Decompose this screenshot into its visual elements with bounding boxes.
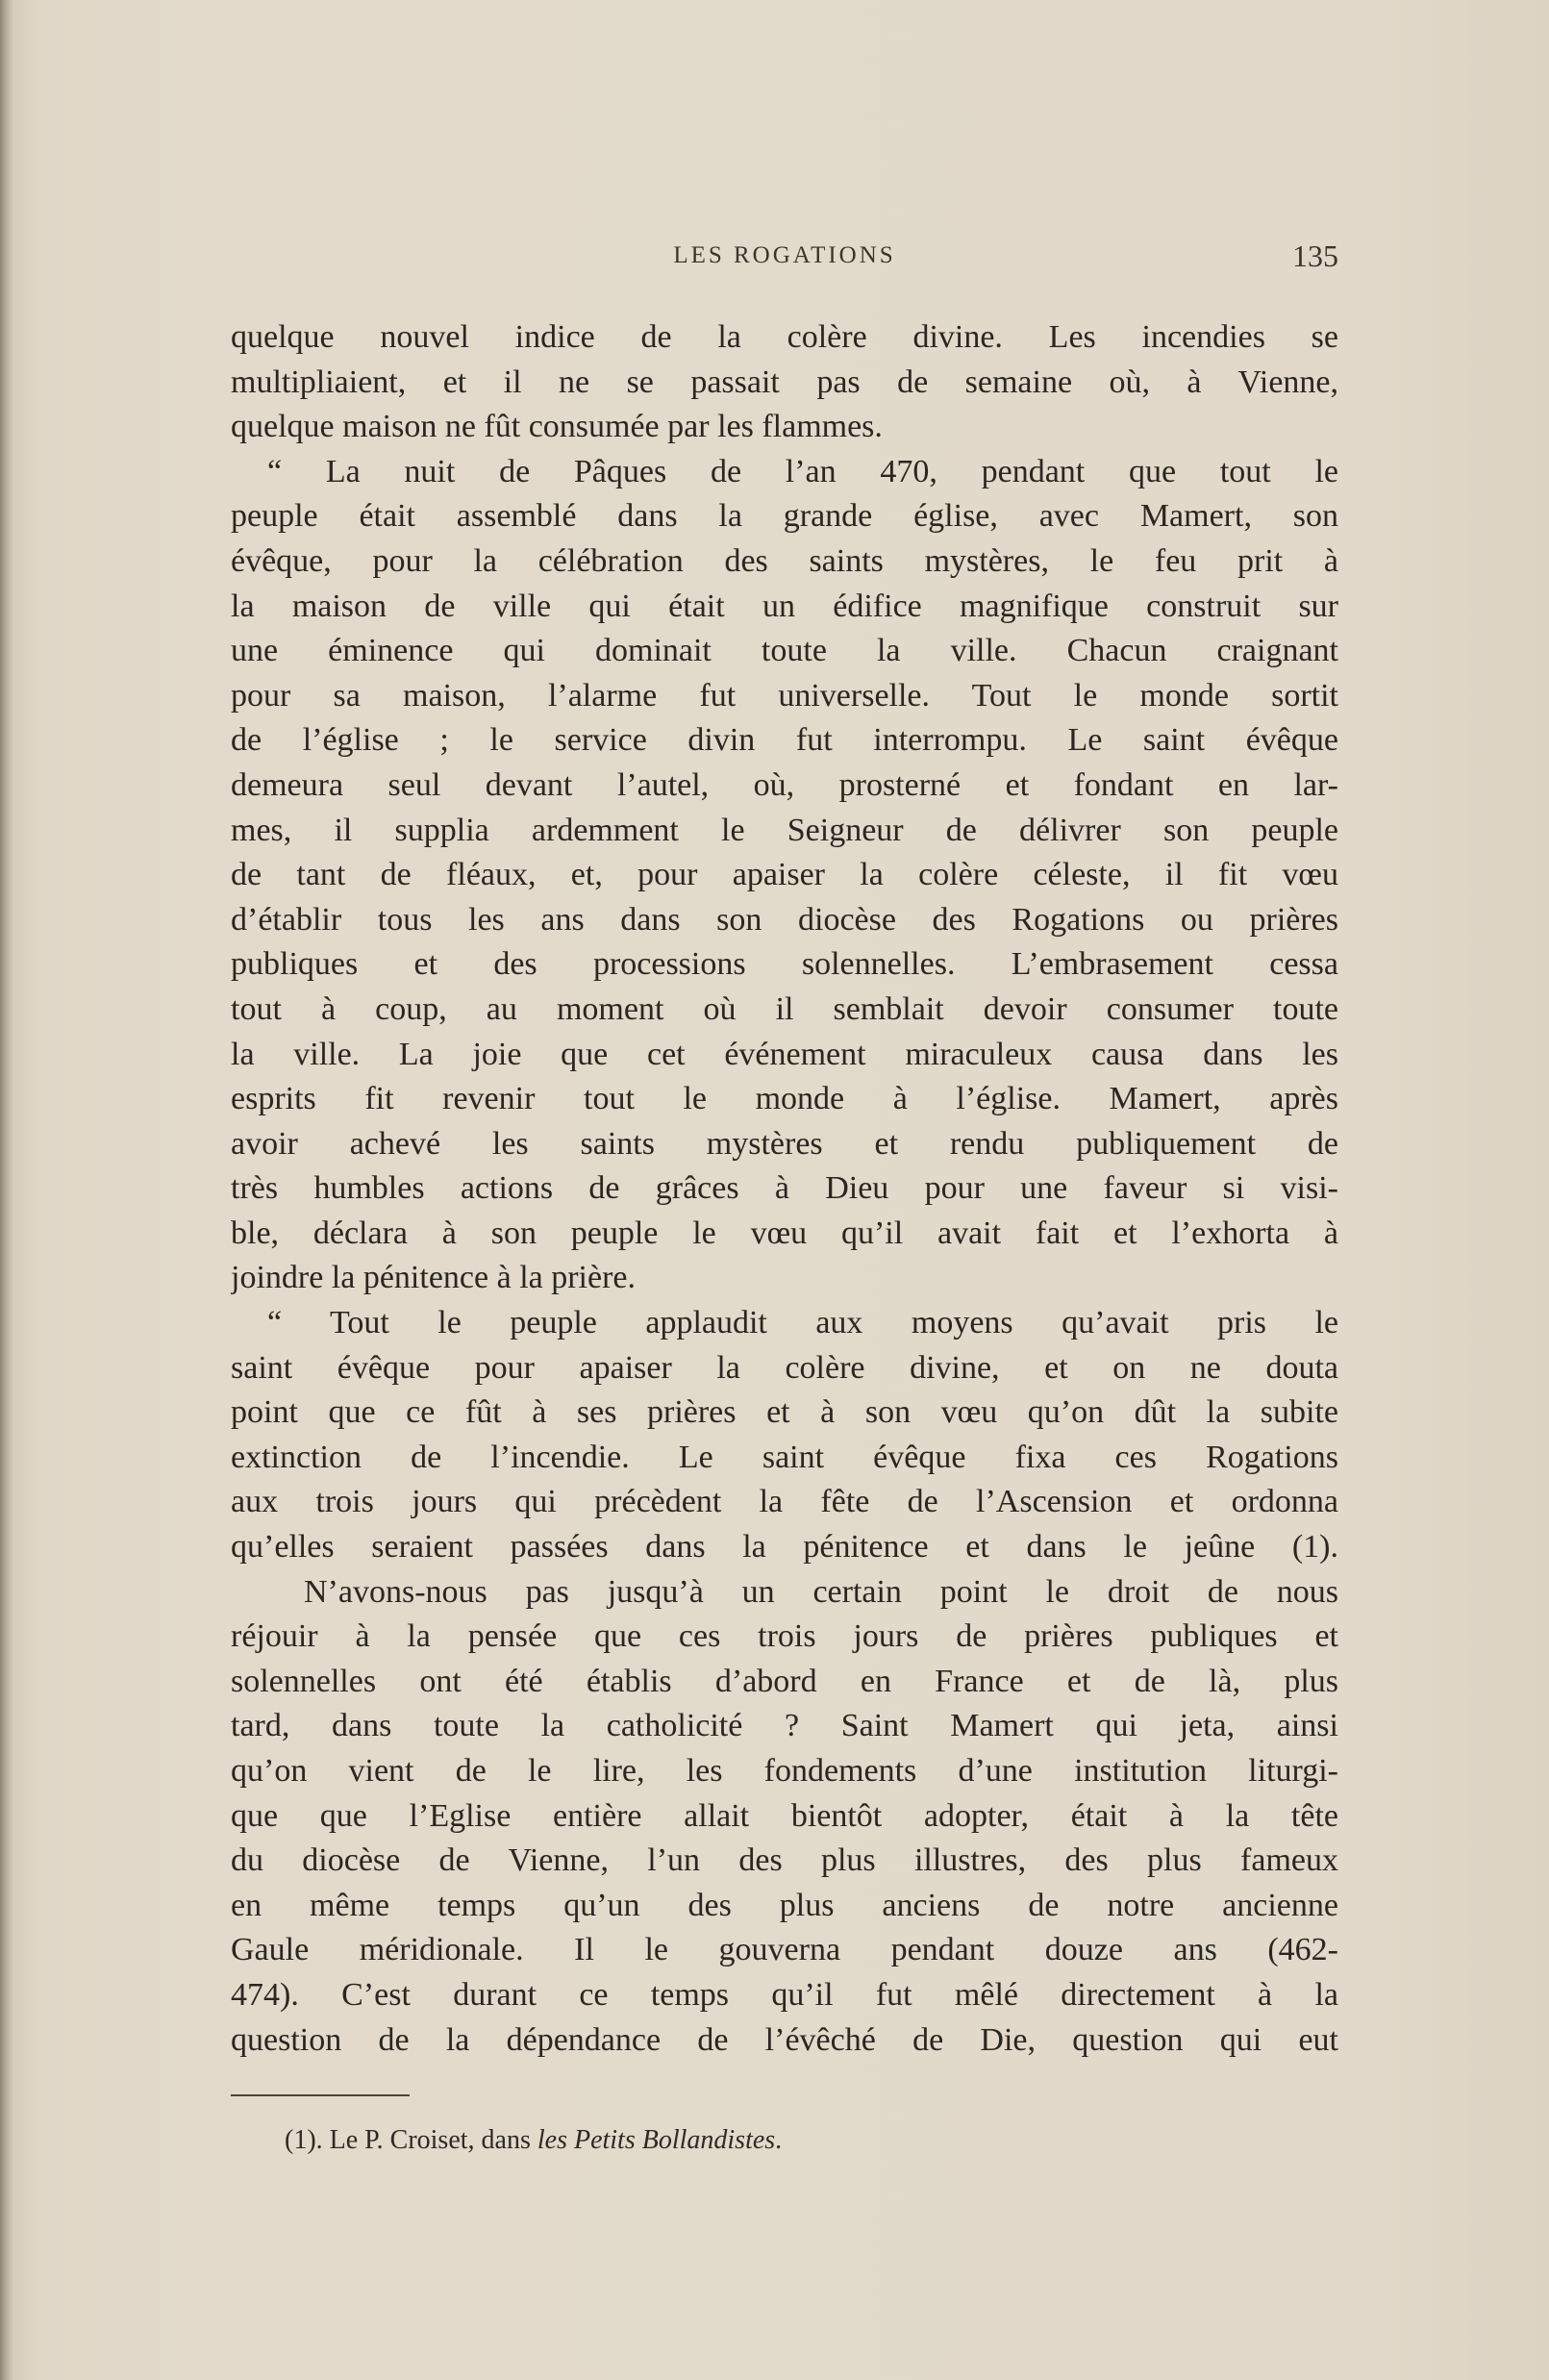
text-line: la maison de ville qui était un édifice magnifique construit sur — [231, 588, 1338, 624]
text-line: peuple était assemblé dans la grande église, avec Mamert, son — [231, 498, 1338, 535]
text-line: très humbles actions de grâces à Dieu pour une faveur si visi- — [231, 1170, 1338, 1207]
text-line: esprits fit revenir tout le monde à l’église. Mamert, après — [231, 1081, 1338, 1117]
footnote-divider — [231, 2094, 410, 2096]
text-line: point que ce fût à ses prières et à son vœu qu’on dût la subite — [231, 1394, 1338, 1431]
text-line: solennelles ont été établis d’abord en France et de là, plus — [231, 1663, 1338, 1699]
text-line: de tant de fléaux, et, pour apaiser la colère céleste, il fit vœu — [231, 857, 1338, 893]
text-line: que que l’Eglise entière allait bientôt adopter, était à la tête — [231, 1797, 1338, 1834]
footnote-italic-title: les Petits Bollandistes — [537, 2125, 776, 2155]
text-line: tard, dans toute la catholicité ? Saint Mamert qui jeta, ainsi — [231, 1708, 1338, 1744]
text-line: “ La nuit de Pâques de l’an 470, pendant que tout le — [267, 453, 1338, 489]
text-line: ble, déclara à son peuple le vœu qu’il avait fait et l’exhorta à — [231, 1215, 1338, 1251]
page-header — [231, 238, 1338, 277]
text-line: Gaule méridionale. Il le gouverna pendant douze ans (462- — [231, 1932, 1338, 1968]
text-line: en même temps qu’un des plus anciens de notre ancienne — [231, 1887, 1338, 1923]
footnote — [285, 2125, 782, 2156]
text-line: de l’église ; le service divin fut interrompu. Le saint évêque — [231, 722, 1338, 759]
text-line: “ Tout le peuple applaudit aux moyens qu’avait pris le — [267, 1305, 1338, 1341]
page-number: 135 — [1292, 238, 1338, 273]
text-line: évêque, pour la célébration des saints mystères, le feu prit à — [231, 542, 1338, 579]
text-line: 474). C’est durant ce temps qu’il fut mêlé directement à la — [231, 1976, 1338, 2013]
text-line: extinction de l’incendie. Le saint évêque fixa ces Rogations — [231, 1439, 1338, 1475]
text-line: joindre la pénitence à la prière. — [231, 1260, 636, 1296]
running-title: LES ROGATIONS — [673, 242, 896, 268]
binding-shadow — [0, 0, 13, 2380]
text-line: multipliaient, et il ne se passait pas de semaine où, à Vienne, — [231, 363, 1338, 400]
text-line: aux trois jours qui précèdent la fête de l’Ascension et ordonna — [231, 1484, 1338, 1520]
footnote-suffix: . — [775, 2125, 783, 2155]
text-line: N’avons-nous pas jusqu’à un certain point le droit de nous — [304, 1573, 1338, 1610]
text-line: réjouir à la pensée que ces trois jours de prières publiques et — [231, 1618, 1338, 1655]
text-line: du diocèse de Vienne, l’un des plus illustres, des plus fameux — [231, 1842, 1338, 1879]
footnote-prefix: (1). Le P. Croiset, dans — [285, 2125, 537, 2155]
text-line: qu’on vient de le lire, les fondements d’une institution liturgi- — [231, 1753, 1338, 1789]
text-line: demeura seul devant l’autel, où, prosterné et fondant en lar- — [231, 766, 1338, 803]
body-text — [231, 315, 1338, 2063]
text-line: qu’elles seraient passées dans la pénitence et dans le jeûne (1). — [231, 1529, 1338, 1566]
text-line: quelque nouvel indice de la colère divine. Les incendies se — [231, 319, 1338, 355]
text-line: tout à coup, au moment où il semblait devoir consumer toute — [231, 990, 1338, 1027]
text-line: saint évêque pour apaiser la colère divine, et on ne douta — [231, 1349, 1338, 1386]
text-line: quelque maison ne fût consumée par les flammes. — [231, 409, 883, 445]
text-line: avoir achevé les saints mystères et rendu publiquement de — [231, 1125, 1338, 1162]
text-line: question de la dépendance de l’évêché de Die, question qui eut — [231, 2021, 1338, 2058]
text-line: publiques et des processions solennelles. L’embrasement cessa — [231, 946, 1338, 983]
text-line: la ville. La joie que cet événement miraculeux causa dans les — [231, 1036, 1338, 1072]
text-line: mes, il supplia ardemment le Seigneur de délivrer son peuple — [231, 812, 1338, 848]
text-line: une éminence qui dominait toute la ville. Chacun craignant — [231, 633, 1338, 669]
text-line: d’établir tous les ans dans son diocèse des Rogations ou prières — [231, 901, 1338, 938]
text-line: pour sa maison, l’alarme fut universelle. Tout le monde sortit — [231, 677, 1338, 714]
